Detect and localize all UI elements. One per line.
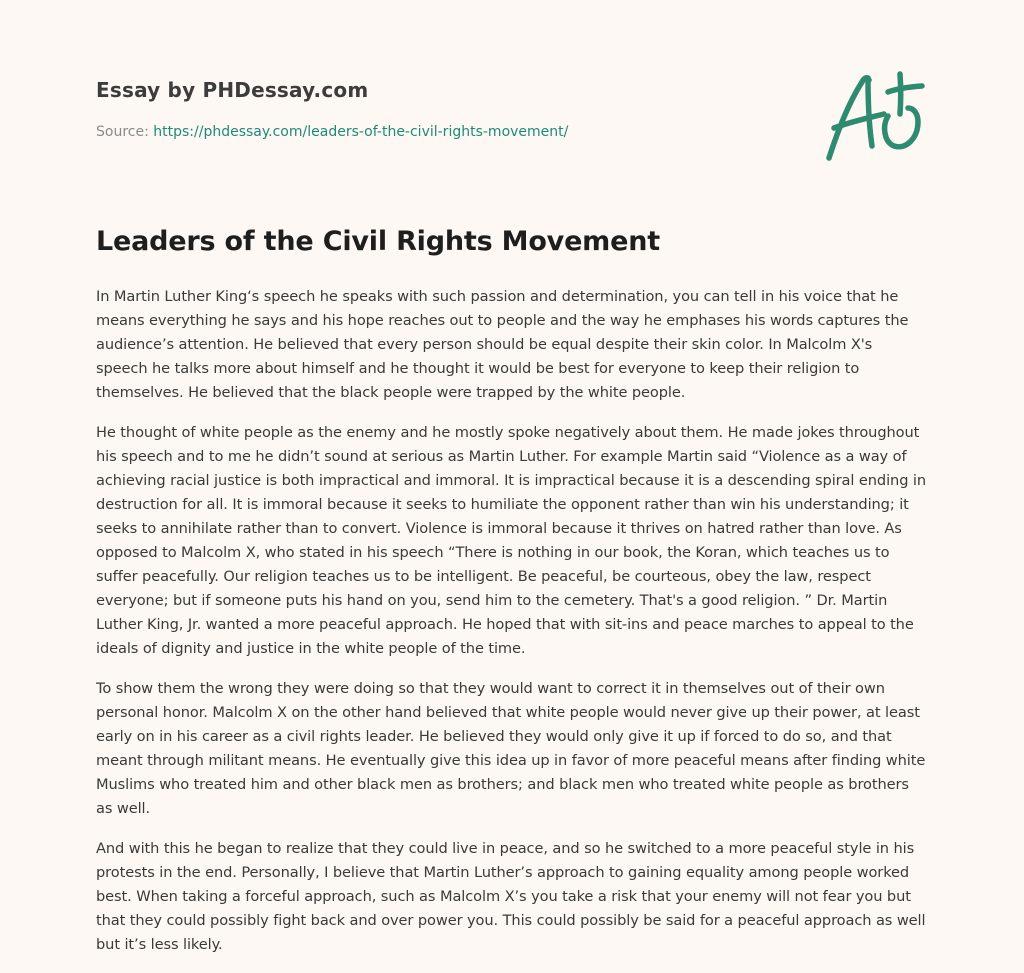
a-plus-grade-icon: [824, 68, 928, 164]
site-title: Essay by PHDessay.com: [96, 78, 369, 102]
essay-paragraph: And with this he began to realize that they could live in peace, and so he switched to a more peaceful style in his protests in the end. Personally, I believe that Martin Luther’s approach to gaining equality among people worked best. When taking a forceful approach, such as Malcolm X’s you take a risk that your enemy will not fear you but that they could possibly fight back and over power you. This could possibly be said for a peaceful approach as well but it’s less likely.: [96, 840, 926, 953]
source-link[interactable]: https://phdessay.com/leaders-of-the-civil-rights-movement/: [153, 124, 569, 140]
essay-paragraph: He thought of white people as the enemy and he mostly spoke negatively about them. He made jokes throughout his speech and to me he didn’t sound at serious as Martin Luther. For example Martin said “Violence as a way of achieving racial justice is both impractical and immoral. It is impractical because it is a descending spiral ending in destruction for all. It is immoral because it seeks to humiliate the opponent rather than win his understanding; it seeks to annihilate rather than to convert. Violence is immoral because it thrives on hatred rather than love. As opposed to Malcolm X, who stated in his speech “There is nothing in our book, the Koran, which teaches us to suffer peacefully. Our religion teaches us to be intelligent. Be peaceful, be courteous, obey the law, respect everyone; but if someone puts his hand on you, send him to the cemetery. That's a good religion. ” Dr. Martin Luther King, Jr. wanted a more peaceful approach. He hoped that with sit-ins and peace marches to appeal to the ideals of dignity and justice in the white people of the time.: [96, 424, 926, 657]
source-label: Source:: [96, 124, 149, 140]
essay-body: [96, 285, 928, 973]
essay-paragraph: To show them the wrong they were doing so that they would want to correct it in themselves out of their own personal honor. Malcolm X on the other hand believed that white people would never give up their power, at least early on in his career as a civil rights leader. He believed they would only give it up if forced to do so, and that meant through militant means. He eventually give this idea up in favor of more peaceful means after finding white Muslims who treated him and other black men as brothers; and black men who treated white people as brothers as well.: [96, 680, 926, 817]
essay-paragraph: In Martin Luther King‘s speech he speaks with such passion and determination, you can tell in his voice that he means everything he says and his hope reaches out to people and the way he emphases his words captures the audience’s attention. He believed that every person should be equal despite their skin color. In Malcolm X's speech he talks more about himself and he thought it would be best for everyone to keep their religion to themselves. He believed that the black people were trapped by the white people.: [96, 288, 909, 401]
source-line: [96, 124, 568, 140]
essay-title: Leaders of the Civil Rights Movement: [96, 226, 660, 257]
